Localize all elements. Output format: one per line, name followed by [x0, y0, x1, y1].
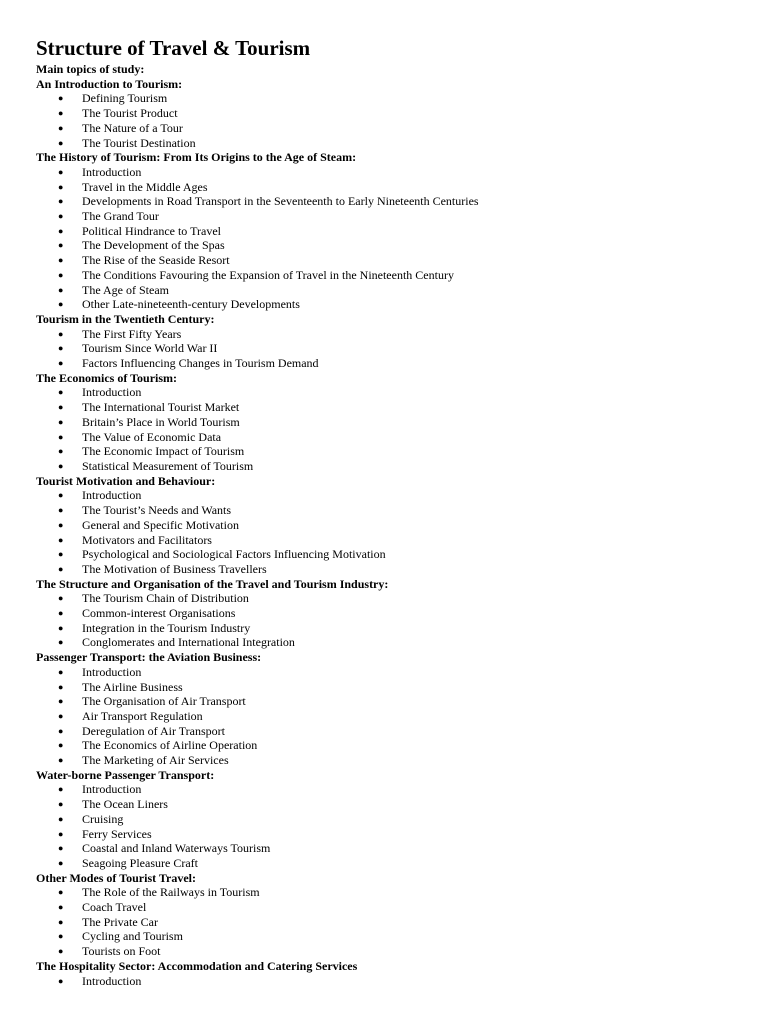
list-item: [36, 724, 746, 739]
list-item: [36, 782, 746, 797]
bullet-icon: ●: [58, 387, 64, 398]
intro-label: Main topics of study:: [36, 62, 145, 76]
list-item-text: Factors Influencing Changes in Tourism Demand: [82, 356, 319, 371]
topic-list: [36, 665, 746, 768]
section-heading: Passenger Transport: the Aviation Business:: [36, 650, 262, 665]
bullet-icon: ●: [58, 431, 64, 442]
list-item-text: Integration in the Tourism Industry: [82, 620, 251, 635]
list-item-text: The First Fifty Years: [82, 326, 182, 341]
list-item-text: The Organisation of Air Transport: [82, 694, 246, 709]
bullet-icon: ●: [58, 931, 64, 942]
topic-list: [36, 885, 746, 959]
list-item-text: The Role of the Railways in Tourism: [82, 885, 260, 900]
list-item: [36, 415, 746, 430]
bullet-icon: ●: [58, 269, 64, 280]
bullet-icon: ●: [58, 255, 64, 266]
list-item: [36, 283, 746, 298]
list-item: [36, 121, 746, 136]
section-heading: The Economics of Tourism:: [36, 370, 178, 385]
bullet-icon: ●: [58, 122, 64, 133]
list-item-text: The Nature of a Tour: [82, 120, 183, 135]
list-item: [36, 606, 746, 621]
list-item-text: The Motivation of Business Travellers: [82, 561, 267, 576]
list-item: [36, 488, 746, 503]
list-item: [36, 459, 746, 474]
list-item: [36, 974, 746, 989]
list-item: [36, 503, 746, 518]
bullet-icon: ●: [58, 196, 64, 207]
bullet-icon: ●: [58, 593, 64, 604]
topic-list: [36, 782, 746, 870]
list-item-text: The Conditions Favouring the Expansion of Travel in the Nineteenth Century: [82, 267, 454, 282]
list-item: [36, 136, 746, 151]
list-item-text: Conglomerates and International Integration: [82, 635, 295, 650]
topic-section: [36, 474, 746, 577]
list-item-text: Other Late-nineteenth-century Developments: [82, 297, 300, 312]
list-item: [36, 444, 746, 459]
topic-section: [36, 650, 746, 768]
bullet-icon: ●: [58, 710, 64, 721]
list-item-text: The Age of Steam: [82, 282, 169, 297]
list-item-text: The Value of Economic Data: [82, 429, 222, 444]
bullet-icon: ●: [58, 784, 64, 795]
list-item: [36, 224, 746, 239]
list-item-text: The Airline Business: [82, 679, 183, 694]
bullet-icon: ●: [58, 681, 64, 692]
list-item: [36, 430, 746, 445]
list-item-text: The Private Car: [82, 914, 158, 929]
topic-list: [36, 91, 746, 150]
bullet-icon: ●: [58, 505, 64, 516]
list-item-text: Deregulation of Air Transport: [82, 723, 225, 738]
list-item-text: Air Transport Regulation: [82, 708, 203, 723]
bullet-icon: ●: [58, 813, 64, 824]
section-heading: An Introduction to Tourism:: [36, 76, 183, 91]
topic-section: [36, 871, 746, 959]
list-item: [36, 341, 746, 356]
bullet-icon: ●: [58, 402, 64, 413]
section-heading: The Structure and Organisation of the Travel and Tourism Industry:: [36, 576, 389, 591]
list-item: [36, 327, 746, 342]
topic-list: [36, 591, 746, 650]
bullet-icon: ●: [58, 416, 64, 427]
list-item-text: Travel in the Middle Ages: [82, 179, 208, 194]
list-item: [36, 635, 746, 650]
list-item: [36, 797, 746, 812]
topic-sections: [36, 77, 746, 989]
list-item: [36, 900, 746, 915]
list-item: [36, 591, 746, 606]
list-item: [36, 812, 746, 827]
bullet-icon: ●: [58, 740, 64, 751]
list-item-text: Ferry Services: [82, 826, 152, 841]
list-item-text: The Economics of Airline Operation: [82, 738, 258, 753]
list-item: [36, 694, 746, 709]
bullet-icon: ●: [58, 328, 64, 339]
list-item-text: The Tourist Destination: [82, 135, 196, 150]
list-item-text: Statistical Measurement of Tourism: [82, 458, 254, 473]
list-item-text: General and Specific Motivation: [82, 517, 239, 532]
bullet-icon: ●: [58, 534, 64, 545]
list-item-text: Introduction: [82, 385, 142, 400]
topic-list: [36, 327, 746, 371]
list-item: [36, 929, 746, 944]
bullet-icon: ●: [58, 166, 64, 177]
list-item: [36, 915, 746, 930]
list-item-text: Motivators and Facilitators: [82, 532, 212, 547]
list-item: [36, 885, 746, 900]
list-item-text: Introduction: [82, 782, 142, 797]
bullet-icon: ●: [58, 902, 64, 913]
list-item: [36, 268, 746, 283]
list-item-text: Common-interest Organisations: [82, 606, 236, 621]
list-item: [36, 856, 746, 871]
list-item-text: Introduction: [82, 973, 142, 988]
topic-section: [36, 371, 746, 474]
topic-section: [36, 959, 746, 988]
bullet-icon: ●: [58, 181, 64, 192]
bullet-icon: ●: [58, 799, 64, 810]
list-item: [36, 547, 746, 562]
list-item: [36, 827, 746, 842]
bullet-icon: ●: [58, 446, 64, 457]
list-item: [36, 680, 746, 695]
list-item: [36, 106, 746, 121]
topic-section: [36, 768, 746, 871]
list-item-text: Introduction: [82, 164, 142, 179]
list-item-text: Cruising: [82, 811, 124, 826]
bullet-icon: ●: [58, 137, 64, 148]
page-title: Structure of Travel & Tourism: [36, 36, 311, 60]
list-item-text: The Ocean Liners: [82, 797, 168, 812]
bullet-icon: ●: [58, 563, 64, 574]
bullet-icon: ●: [58, 358, 64, 369]
bullet-icon: ●: [58, 343, 64, 354]
bullet-icon: ●: [58, 666, 64, 677]
topic-list: [36, 165, 746, 312]
topic-section: [36, 150, 746, 312]
topic-section: [36, 77, 746, 151]
bullet-icon: ●: [58, 299, 64, 310]
list-item: [36, 91, 746, 106]
bullet-icon: ●: [58, 211, 64, 222]
list-item-text: The Tourist Product: [82, 106, 178, 121]
bullet-icon: ●: [58, 916, 64, 927]
list-item: [36, 356, 746, 371]
section-heading: Water-borne Passenger Transport:: [36, 767, 215, 782]
bullet-icon: ●: [58, 519, 64, 530]
list-item-text: Tourism Since World War II: [82, 341, 218, 356]
bullet-icon: ●: [58, 887, 64, 898]
list-item: [36, 533, 746, 548]
list-item: [36, 753, 746, 768]
topic-list: [36, 488, 746, 576]
list-item-text: Political Hindrance to Travel: [82, 223, 221, 238]
list-item: [36, 180, 746, 195]
bullet-icon: ●: [58, 975, 64, 986]
list-item-text: Cycling and Tourism: [82, 929, 183, 944]
bullet-icon: ●: [58, 284, 64, 295]
bullet-icon: ●: [58, 108, 64, 119]
list-item: [36, 665, 746, 680]
section-heading: The Hospitality Sector: Accommodation and Catering Services: [36, 958, 358, 973]
section-heading: Other Modes of Tourist Travel:: [36, 870, 196, 885]
list-item-text: The Development of the Spas: [82, 238, 225, 253]
list-item-text: Coach Travel: [82, 900, 147, 915]
bullet-icon: ●: [58, 608, 64, 619]
bullet-icon: ●: [58, 240, 64, 251]
bullet-icon: ●: [58, 857, 64, 868]
section-heading: Tourism in the Twentieth Century:: [36, 311, 215, 326]
bullet-icon: ●: [58, 725, 64, 736]
list-item-text: The Economic Impact of Tourism: [82, 444, 245, 459]
bullet-icon: ●: [58, 549, 64, 560]
bullet-icon: ●: [58, 93, 64, 104]
list-item-text: The Tourism Chain of Distribution: [82, 591, 249, 606]
list-item-text: The Grand Tour: [82, 209, 159, 224]
list-item: [36, 400, 746, 415]
list-item: [36, 253, 746, 268]
bullet-icon: ●: [58, 843, 64, 854]
list-item-text: Seagoing Pleasure Craft: [82, 855, 198, 870]
bullet-icon: ●: [58, 755, 64, 766]
list-item-text: The Marketing of Air Services: [82, 753, 229, 768]
list-item: [36, 385, 746, 400]
list-item-text: Coastal and Inland Waterways Tourism: [82, 841, 271, 856]
list-item: [36, 165, 746, 180]
bullet-icon: ●: [58, 622, 64, 633]
list-item: [36, 518, 746, 533]
section-heading: The History of Tourism: From Its Origins to the Age of Steam:: [36, 150, 357, 165]
list-item: [36, 209, 746, 224]
bullet-icon: ●: [58, 946, 64, 957]
topic-list: [36, 385, 746, 473]
list-item-text: Introduction: [82, 664, 142, 679]
list-item-text: Britain’s Place in World Tourism: [82, 414, 240, 429]
section-heading: Tourist Motivation and Behaviour:: [36, 473, 216, 488]
list-item-text: The International Tourist Market: [82, 400, 240, 415]
list-item: [36, 709, 746, 724]
list-item: [36, 621, 746, 636]
list-item-text: The Rise of the Seaside Resort: [82, 253, 230, 268]
topic-list: [36, 974, 746, 989]
list-item: [36, 238, 746, 253]
bullet-icon: ●: [58, 490, 64, 501]
bullet-icon: ●: [58, 828, 64, 839]
list-item-text: Psychological and Sociological Factors Influencing Motivation: [82, 547, 386, 562]
document-page: [36, 36, 746, 988]
bullet-icon: ●: [58, 637, 64, 648]
bullet-icon: ●: [58, 460, 64, 471]
list-item-text: Defining Tourism: [82, 91, 168, 106]
list-item-text: Introduction: [82, 488, 142, 503]
list-item: [36, 944, 746, 959]
list-item: [36, 841, 746, 856]
topic-section: [36, 577, 746, 651]
topic-section: [36, 312, 746, 371]
list-item: [36, 738, 746, 753]
list-item-text: Tourists on Foot: [82, 944, 161, 959]
list-item: [36, 194, 746, 209]
list-item: [36, 562, 746, 577]
list-item-text: Developments in Road Transport in the Seventeenth to Early Nineteenth Centuries: [82, 194, 479, 209]
list-item-text: The Tourist’s Needs and Wants: [82, 503, 232, 518]
bullet-icon: ●: [58, 225, 64, 236]
bullet-icon: ●: [58, 696, 64, 707]
list-item: [36, 297, 746, 312]
